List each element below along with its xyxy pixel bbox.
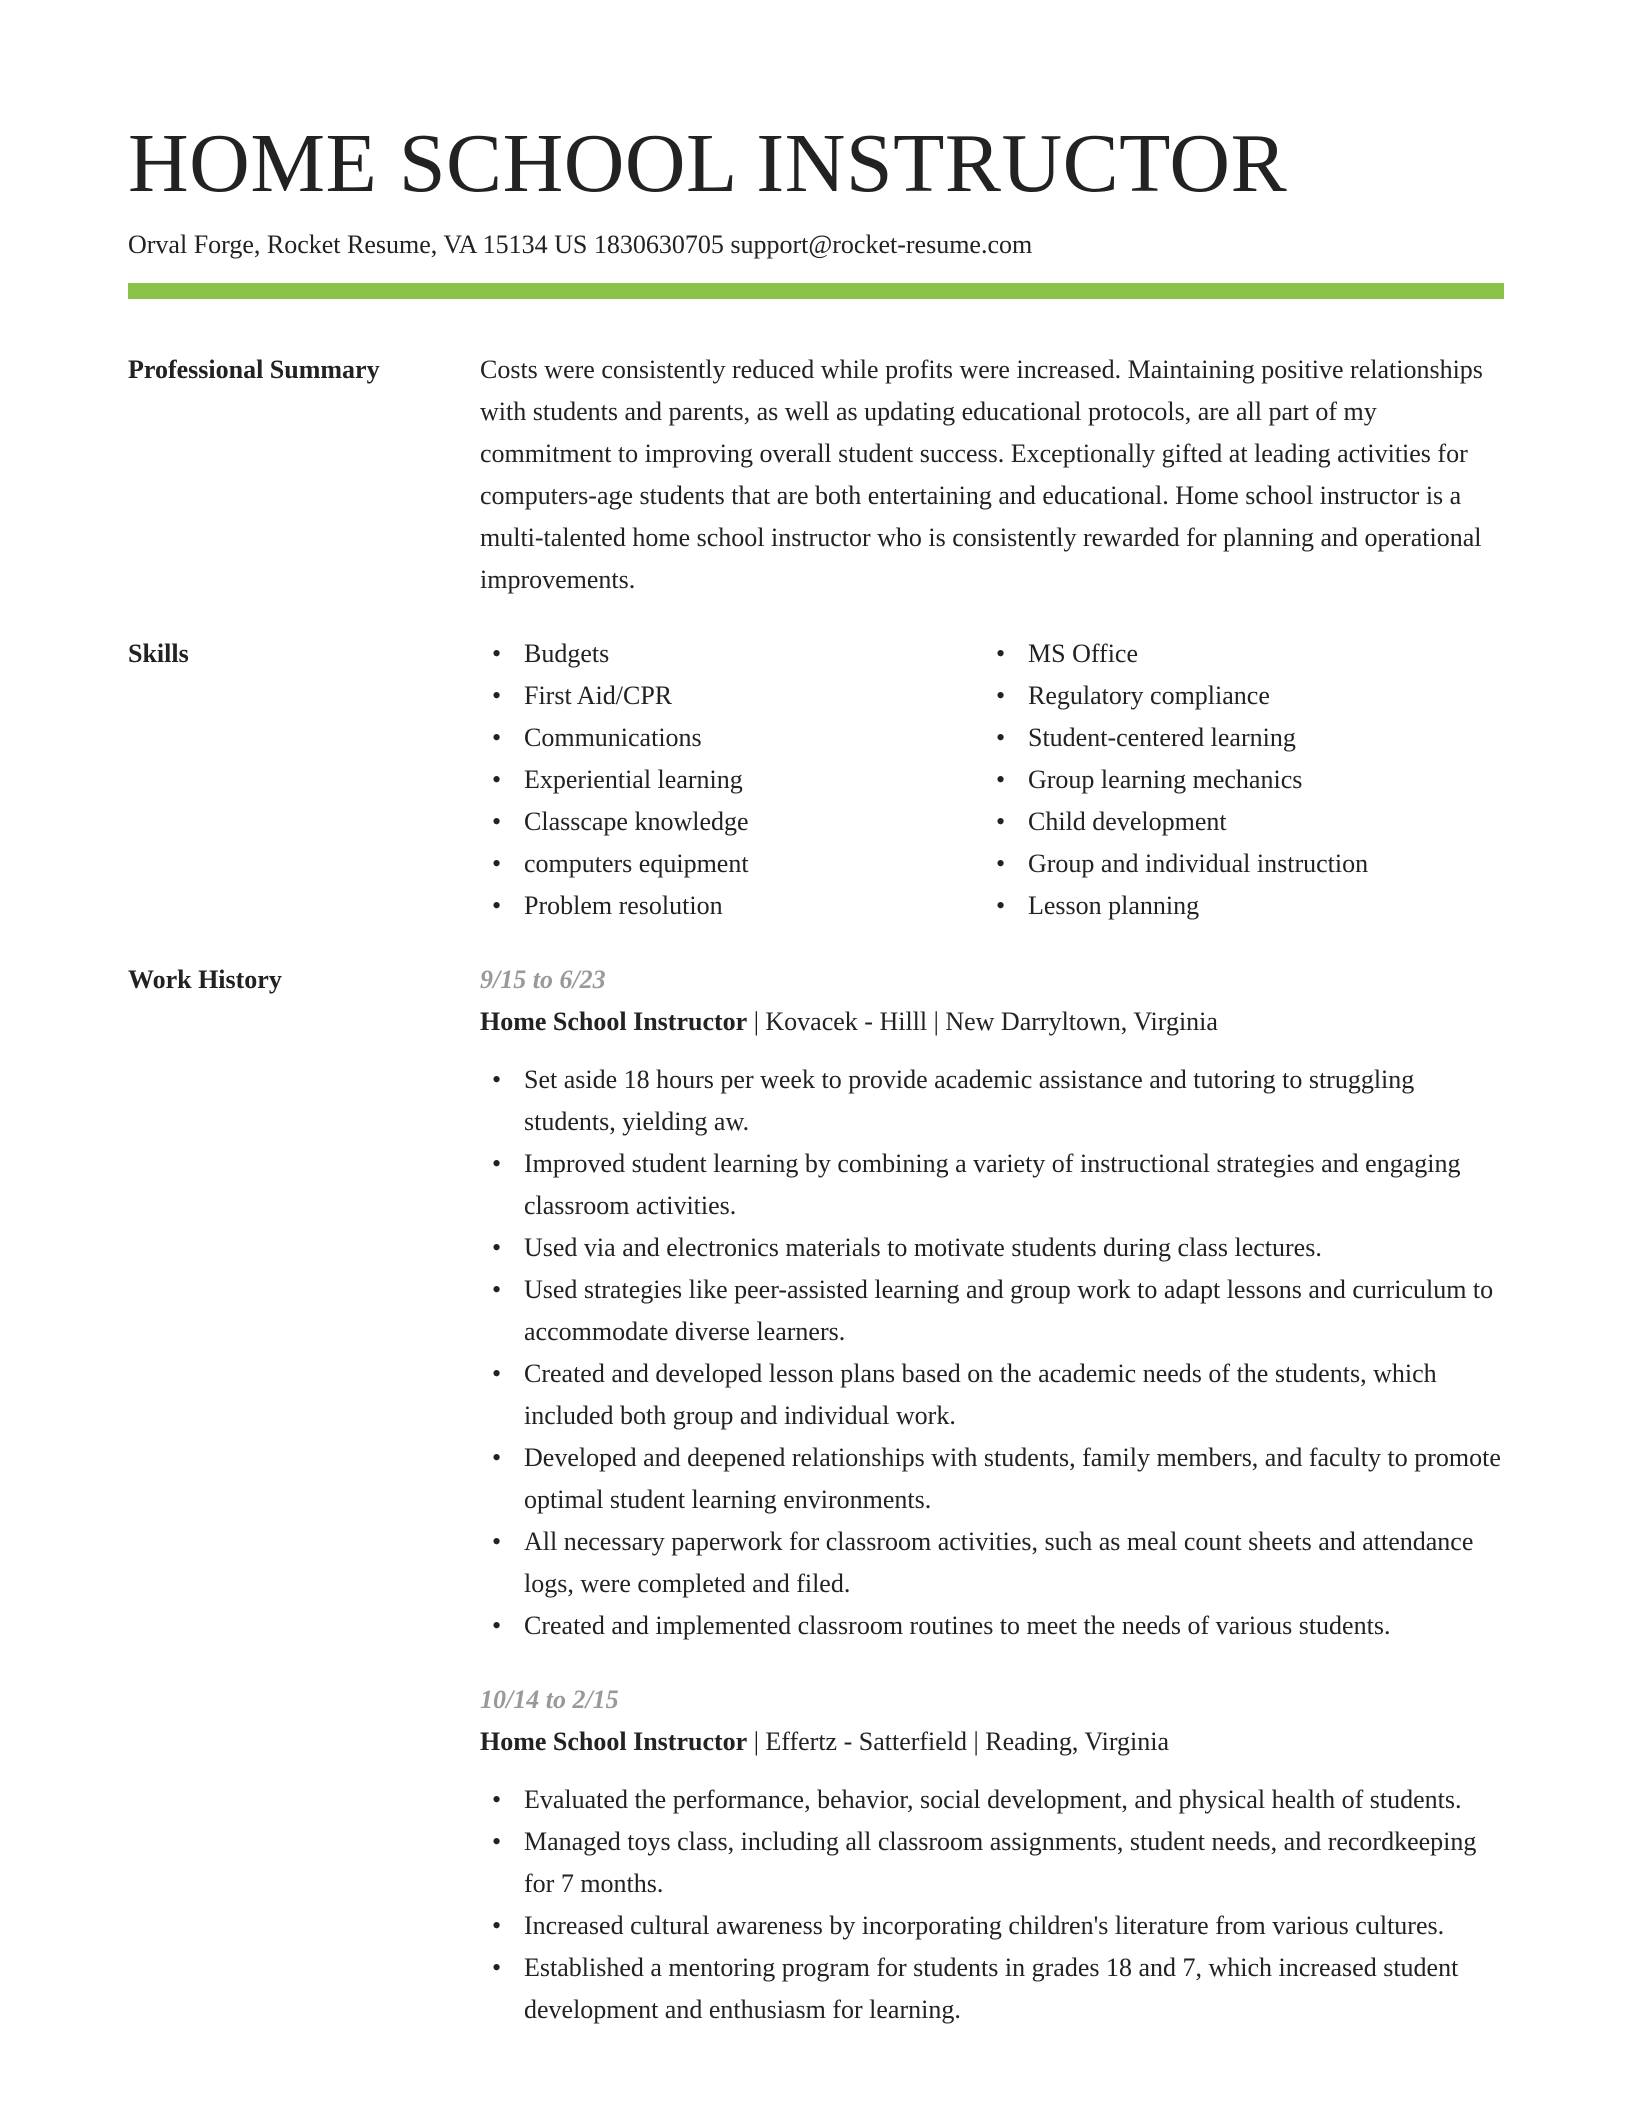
skill-item: • Lesson planning [984,885,1488,927]
skill-item: • Experiential learning [480,759,984,801]
professional-summary-section [128,349,1504,601]
contact-line: Orval Forge, Rocket Resume, VA 15134 US 1830630705 support@rocket-resume.com [128,230,1033,260]
skill-item: • MS Office [984,633,1488,675]
skills-columns [480,633,1504,927]
skill-item: • Classcape knowledge [480,801,984,843]
work-history-section [128,959,1504,2031]
header-accent-rule [128,283,1504,299]
skill-item: • Group learning mechanics [984,759,1488,801]
responsibility-item: • Increased cultural awareness by incorporating children's literature from various cultures. [480,1905,1504,1947]
skill-item: • First Aid/CPR [480,675,984,717]
skill-item: • computers equipment [480,843,984,885]
section-label-skills: Skills [128,638,189,668]
job-responsibilities-list [480,1059,1504,1647]
responsibility-item: • Created and implemented classroom routines to meet the needs of various students. [480,1605,1504,1647]
job-heading [480,1001,1504,1043]
job-entry [480,1679,1504,2031]
job-employer-location: | Kovacek - Hilll | New Darryltown, Virginia [747,1006,1218,1036]
work-history-entries [480,959,1504,2031]
skills-list-right [984,633,1488,927]
job-title: Home School Instructor [480,1726,748,1756]
responsibility-item: • Evaluated the performance, behavior, social development, and physical health of students. [480,1779,1504,1821]
responsibility-item: • Used strategies like peer-assisted learning and group work to adapt lessons and curriculum to accommodate diverse learners. [480,1269,1504,1353]
skill-item: • Group and individual instruction [984,843,1488,885]
job-employer-location: | Effertz - Satterfield | Reading, Virginia [747,1726,1170,1756]
skill-item: • Child development [984,801,1488,843]
skills-list-left [480,633,984,927]
job-entry [480,959,1504,1647]
responsibility-item: • Set aside 18 hours per week to provide academic assistance and tutoring to struggling students, yielding aw. [480,1059,1504,1143]
responsibility-item: • Developed and deepened relationships with students, family members, and faculty to promote optimal student learning environments. [480,1437,1504,1521]
skill-item: • Problem resolution [480,885,984,927]
responsibility-item: • Established a mentoring program for students in grades 18 and 7, which increased student development and enthusiasm for learning. [480,1947,1504,2031]
job-title: Home School Instructor [480,1006,748,1036]
skill-item: • Regulatory compliance [984,675,1488,717]
job-dates: 9/15 to 6/23 [480,964,606,994]
skill-item: • Communications [480,717,984,759]
skills-section [128,633,1504,927]
resume-header [128,117,1504,299]
section-label-summary: Professional Summary [128,354,380,384]
section-label-work: Work History [128,964,282,994]
responsibility-item: • Created and developed lesson plans based on the academic needs of the students, which included both group and individual work. [480,1353,1504,1437]
responsibility-item: • Improved student learning by combining a variety of instructional strategies and engaging classroom activities. [480,1143,1504,1227]
responsibility-item: • Managed toys class, including all classroom assignments, student needs, and recordkeeping for 7 months. [480,1821,1504,1905]
responsibility-item: • All necessary paperwork for classroom activities, such as meal count sheets and attendance logs, were completed and filed. [480,1521,1504,1605]
skill-item: • Budgets [480,633,984,675]
responsibility-item: • Used via and electronics materials to motivate students during class lectures. [480,1227,1504,1269]
job-responsibilities-list [480,1779,1504,2031]
summary-text: Costs were consistently reduced while profits were increased. Maintaining positive relationships with students and parents, as well as updating educational protocols, are all part of my commitment to improving overall student success. Exceptionally gifted at leading activities for computers-age students that are both entertaining and educational. Home school instructor is a multi-talented home school instructor who is consistently rewarded for planning and operational improvements. [480,354,1483,594]
job-dates: 10/14 to 2/15 [480,1684,619,1714]
skill-item: • Student-centered learning [984,717,1488,759]
job-heading [480,1721,1504,1763]
resume-name: HOME SCHOOL INSTRUCTOR [128,117,1288,210]
